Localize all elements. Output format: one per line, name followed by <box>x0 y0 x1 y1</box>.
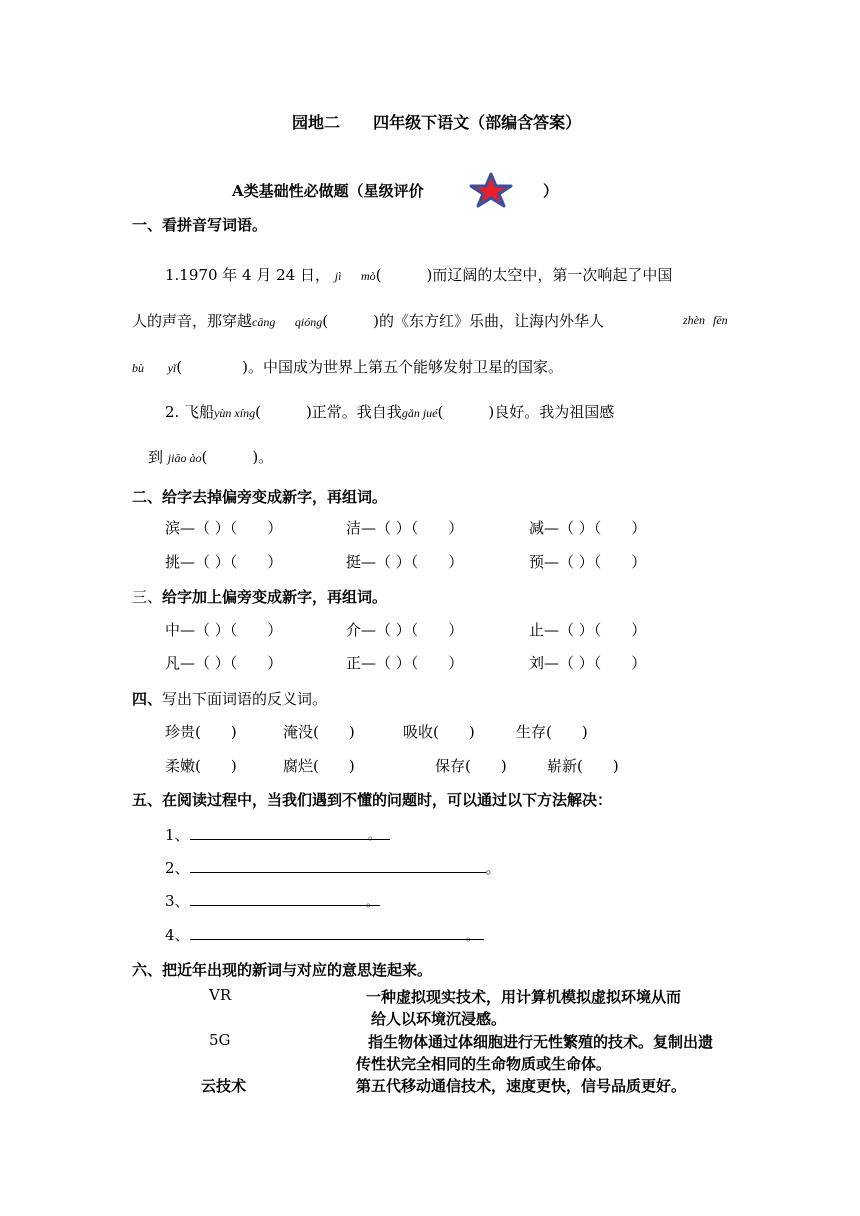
pinyin-bu: bù <box>132 361 144 375</box>
q5-item: 1、 <box>165 824 390 845</box>
q2-item: 预—（ ）（ ） <box>529 553 647 571</box>
title-right: 四年级下语文（部编含答案） <box>373 113 582 132</box>
definition-line[interactable]: 一种虚拟现实技术，用计算机模拟虚拟环境从而 <box>366 988 682 1006</box>
pinyin-yunxing: yùn xíng <box>214 406 256 420</box>
q3-item: 凡—（ ）（ ） <box>165 654 283 672</box>
section-1-heading: 一、看拼音写词语。 <box>132 216 268 234</box>
period-mark: 。 <box>366 895 379 909</box>
q2-item: 挑—（ ）（ ） <box>165 553 283 571</box>
q3-item: 止—（ ）（ ） <box>529 621 647 639</box>
q2-item: 滨—（ ）（ ） <box>165 519 283 537</box>
q4-item: 腐烂( ) <box>283 757 355 775</box>
q4-item: 生存( ) <box>516 723 588 741</box>
term-5g[interactable]: 5G <box>209 1031 231 1049</box>
q3-item: 中—（ ）（ ） <box>165 621 283 639</box>
q4-item: 崭新( ) <box>547 757 619 775</box>
q4-item: 保存( ) <box>435 757 507 775</box>
category-heading: A类基础性必做题（星级评价 <box>232 182 424 200</box>
q1-line-5: 到 jiāo ào( )。 <box>148 448 274 466</box>
q3-item: 介—（ ）（ ） <box>346 621 464 639</box>
answer-line[interactable] <box>190 858 486 873</box>
q4-item: 吸收( ) <box>403 723 475 741</box>
q5-item: 2、 。 <box>165 859 501 877</box>
term-cloud[interactable]: 云技术 <box>201 1077 247 1095</box>
q5-item: 3、 <box>165 890 380 911</box>
q4-item: 珍贵( ) <box>165 723 237 741</box>
pinyin-cangqiong-1: cāng <box>252 315 276 329</box>
q5-item: 4、 <box>165 924 484 945</box>
definition-line[interactable]: 给人以环境沉浸感。 <box>371 1010 507 1028</box>
q2-item: 减—（ ）（ ） <box>529 519 647 537</box>
q2-item: 挺—（ ）（ ） <box>346 553 464 571</box>
term-vr[interactable]: VR <box>209 986 232 1004</box>
star-icon <box>468 172 514 208</box>
pinyin-jimo-1: jì <box>334 269 342 283</box>
definition-line[interactable]: 指生物体通过体细胞进行无性繁殖的技术。复制出遗 <box>368 1033 714 1051</box>
section-2-heading: 二、给字去掉偏旁变成新字，再组词。 <box>132 488 388 506</box>
q3-item: 刘—（ ）（ ） <box>529 654 647 672</box>
title-left: 园地二 <box>292 113 341 132</box>
section-3-heading: 三、给字加上偏旁变成新字，再组词。 <box>132 588 388 606</box>
category-suffix: ） <box>543 182 559 200</box>
q1-line-3: bù yǐ( )。中国成为世界上第五个能够发射卫星的国家。 <box>132 358 563 376</box>
q4-item: 柔嫩( ) <box>165 757 237 775</box>
q1-line-4: 2. 飞船yùn xíng( )正常。我自我gǎn jué( )良好。我为祖国感 <box>165 403 615 421</box>
pinyin-ganjue: gǎn jué <box>401 406 438 420</box>
q1-line-1: 1.1970 年 4 月 24 日， jì mò( )而辽阔的太空中，第一次响起了中国 <box>165 266 673 284</box>
section-4-heading: 四、写出下面词语的反义词。 <box>132 690 328 708</box>
q3-item: 正—（ ）（ ） <box>346 654 464 672</box>
pinyin-yi: yǐ <box>167 361 177 375</box>
q4-item: 淹没( ) <box>283 723 355 741</box>
pinyin-fen: fēn <box>713 313 728 327</box>
pinyin-jimo-2: mò <box>360 269 376 283</box>
q1-line-2: 人的声音，那穿越cāng qióng( )的《东方红》乐曲，让海内外华人 <box>132 312 604 330</box>
period-mark: 。 <box>368 828 381 842</box>
section-5-heading: 五、在阅读过程中，当我们遇到不懂的问题时，可以通过以下方法解决： <box>132 791 613 809</box>
period-mark: 。 <box>466 929 479 943</box>
answer-line[interactable] <box>190 925 484 940</box>
definition-line[interactable]: 第五代移动通信技术，速度更快，信号品质更好。 <box>356 1077 687 1095</box>
pinyin-jiaoao: jiāo ào <box>167 451 202 465</box>
section-6-heading: 六、把近年出现的新词与对应的意思连起来。 <box>132 961 433 979</box>
q2-item: 洁—（ ）（ ） <box>346 519 464 537</box>
pinyin-zhen: zhèn <box>683 313 705 327</box>
definition-line[interactable]: 传性状完全相同的生命物质或生命体。 <box>356 1055 612 1073</box>
answer-line[interactable] <box>190 891 380 906</box>
pinyin-cangqiong-2: qióng <box>294 315 323 329</box>
answer-line[interactable] <box>190 825 390 840</box>
page-title <box>292 110 581 133</box>
